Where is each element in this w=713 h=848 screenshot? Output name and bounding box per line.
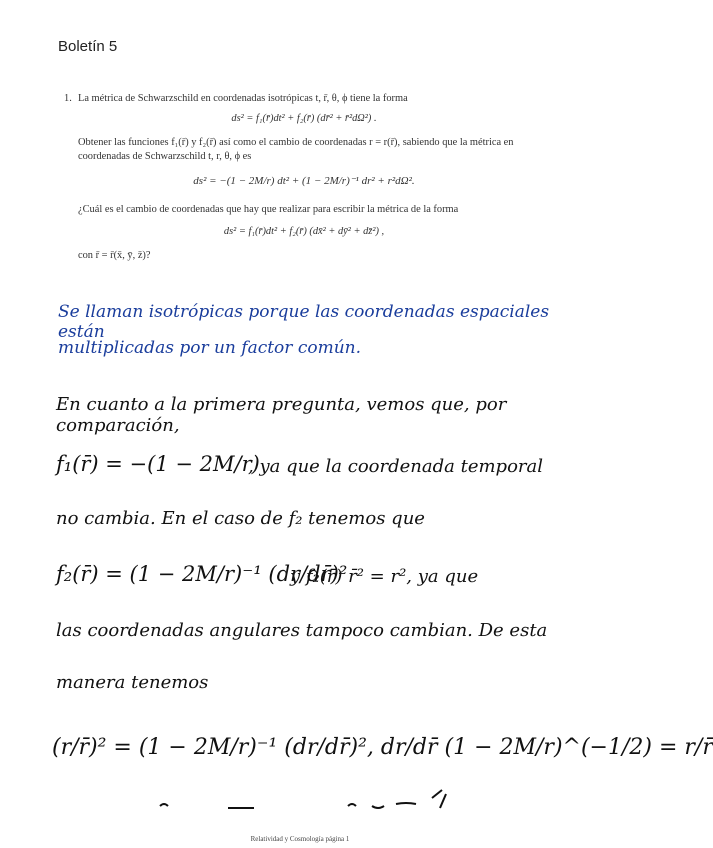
handwritten-equation-f2: f₂(r̄) = (1 − 2M/r)⁻¹ (dr/dr̄)² bbox=[56, 562, 348, 586]
handwritten-line-3: no cambia. En el caso de f₂ tenemos que bbox=[56, 508, 425, 529]
handwritten-line-2-text: , ya que la coordenada temporal bbox=[248, 456, 544, 477]
handwritten-line-6: manera tenemos bbox=[56, 672, 209, 693]
problem-intro: La métrica de Schwarzschild en coordenadas isotrópicas t, r̄, θ, ϕ tiene la forma bbox=[78, 93, 408, 104]
page-footer: Relatividad y Cosmología página 1 bbox=[250, 835, 350, 843]
problem-tail: con r̄ = r̄(x̄, ȳ, z̄)? bbox=[78, 250, 151, 262]
handwritten-line-1: En cuanto a la primera pregunta, vemos que, por comparación, bbox=[56, 394, 507, 436]
handwritten-equation-f1: f₁(r̄) = −(1 − 2M/r) bbox=[56, 452, 260, 476]
equation-isotropic: ds² = f₁(r̄)dt² + f₂(r̄) (dr̄² + r̄²dΩ²) . bbox=[231, 113, 377, 125]
handwritten-line-4-text: y f₂(r̄) r̄² = r², ya que bbox=[290, 566, 479, 587]
equation-cartesian: ds² = f₁(r̄)dt² + f₂(r̄) (dx̄² + dȳ² + dz̄²) , bbox=[223, 226, 385, 238]
problem-number: 1. bbox=[64, 93, 72, 104]
handwritten-note-line-2: multiplicadas por un factor común. bbox=[58, 338, 362, 358]
handwritten-note-line-1: Se llaman isotrópicas porque las coordenadas espaciales están bbox=[58, 302, 550, 342]
problem-text-2: Obtener las funciones f₁(r̄) y f₂(r̄) así como el cambio de coordenadas r = r(r̄), sabiendo que la métrica en coordenadas de Schwarzschild t, r, θ, ϕ es bbox=[78, 137, 514, 163]
handwritten-equation-ratio: (r/r̄)² = (1 − 2M/r)⁻¹ (dr/dr̄)², dr/dr̄ (1 − 2M/r)^(−1/2) = r/r̄ bbox=[52, 735, 713, 760]
handwritten-line-5: las coordenadas angulares tampoco cambian. De esta bbox=[56, 620, 548, 641]
problem-question: ¿Cuál es el cambio de coordenadas que hay que realizar para escribir la métrica de la forma bbox=[78, 204, 459, 216]
equation-schwarzschild: ds² = −(1 − 2M/r) dt² + (1 − 2M/r)⁻¹ dr² + r²dΩ². bbox=[193, 175, 415, 188]
page-title: Boletín 5 bbox=[58, 38, 118, 55]
